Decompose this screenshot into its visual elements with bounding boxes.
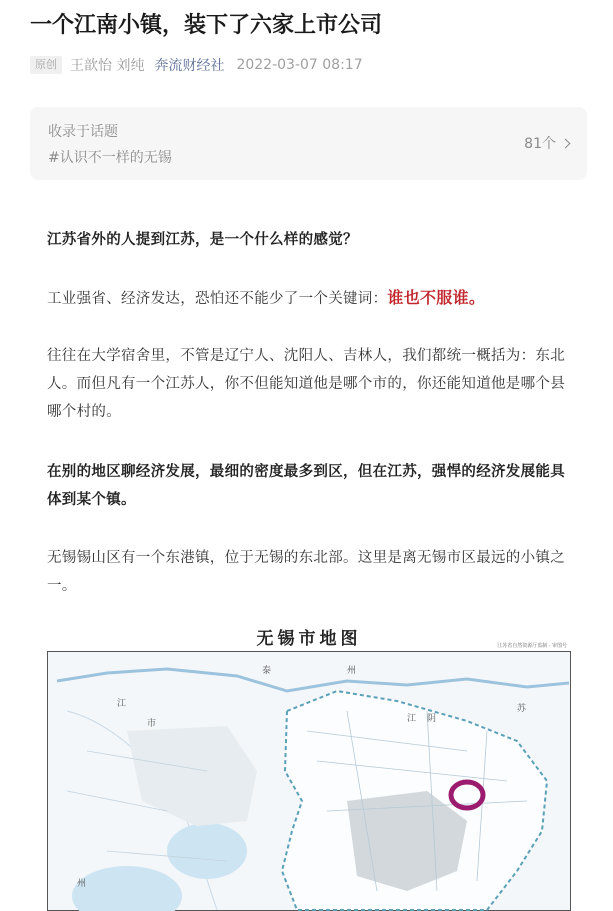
map-label-2: 州 bbox=[347, 666, 357, 676]
article-title: 一个江南小镇，装下了六家上市公司 bbox=[30, 13, 383, 38]
topic-count[interactable] bbox=[524, 133, 569, 153]
highlight-text: 谁也不服谁。 bbox=[387, 288, 486, 307]
paragraph-1: 江苏省外的人提到江苏，是一个什么样的感觉？ bbox=[47, 232, 358, 248]
map-label-8: 阴 bbox=[427, 714, 437, 724]
map-label-5: 苏 bbox=[517, 704, 527, 714]
map-label-6: 州 bbox=[77, 879, 87, 889]
chevron-right-icon bbox=[561, 138, 571, 148]
paragraph-2-text: 工业强省、经济发达，恐怕还不能少了一个关键词： bbox=[47, 291, 388, 307]
map-label-1: 泰 bbox=[262, 666, 272, 676]
publish-date: 2022-03-07 08:17 bbox=[236, 57, 363, 73]
map-image[interactable] bbox=[47, 627, 571, 911]
map-title: 无锡市地图 bbox=[256, 629, 362, 649]
paragraph-3: 往往在大学宿舍里，不管是辽宁人、沈阳人、吉林人，我们都统一概括为：东北人。而但凡有一个江苏人，你不但能知道他是哪个市的，你还能知道他是哪个县哪个村的。 bbox=[47, 348, 565, 420]
map-label-4: 市 bbox=[147, 719, 157, 729]
map-label-7: 江 bbox=[407, 714, 417, 724]
topic-name[interactable]: #认识不一样的无锡 bbox=[48, 150, 172, 166]
article-meta bbox=[30, 54, 363, 76]
paragraph-2 bbox=[47, 284, 575, 313]
original-tag: 原创 bbox=[30, 56, 62, 74]
topic-label: 收录于话题 bbox=[48, 124, 118, 140]
paragraph-4: 在别的地区聊经济发展，最细的密度最多到区，但在江苏，强悍的经济发展能具体到某个镇。 bbox=[47, 464, 565, 508]
map-graphic bbox=[47, 651, 571, 911]
map-note: 江苏省自然资源厅监制 · 审图号 bbox=[497, 643, 567, 649]
article-authors: 王歆怡 刘纯 bbox=[70, 58, 145, 74]
lake-west bbox=[167, 823, 247, 879]
topic-count-text: 81个 bbox=[524, 136, 556, 152]
map-label-3: 江 bbox=[117, 699, 127, 709]
source-account-link[interactable]: 奔流财经社 bbox=[154, 58, 225, 74]
topic-card[interactable] bbox=[30, 107, 587, 180]
paragraph-5: 无锡锡山区有一个东港镇，位于无锡的东北部。这里是离无锡市区最远的小镇之一。 bbox=[47, 550, 565, 594]
